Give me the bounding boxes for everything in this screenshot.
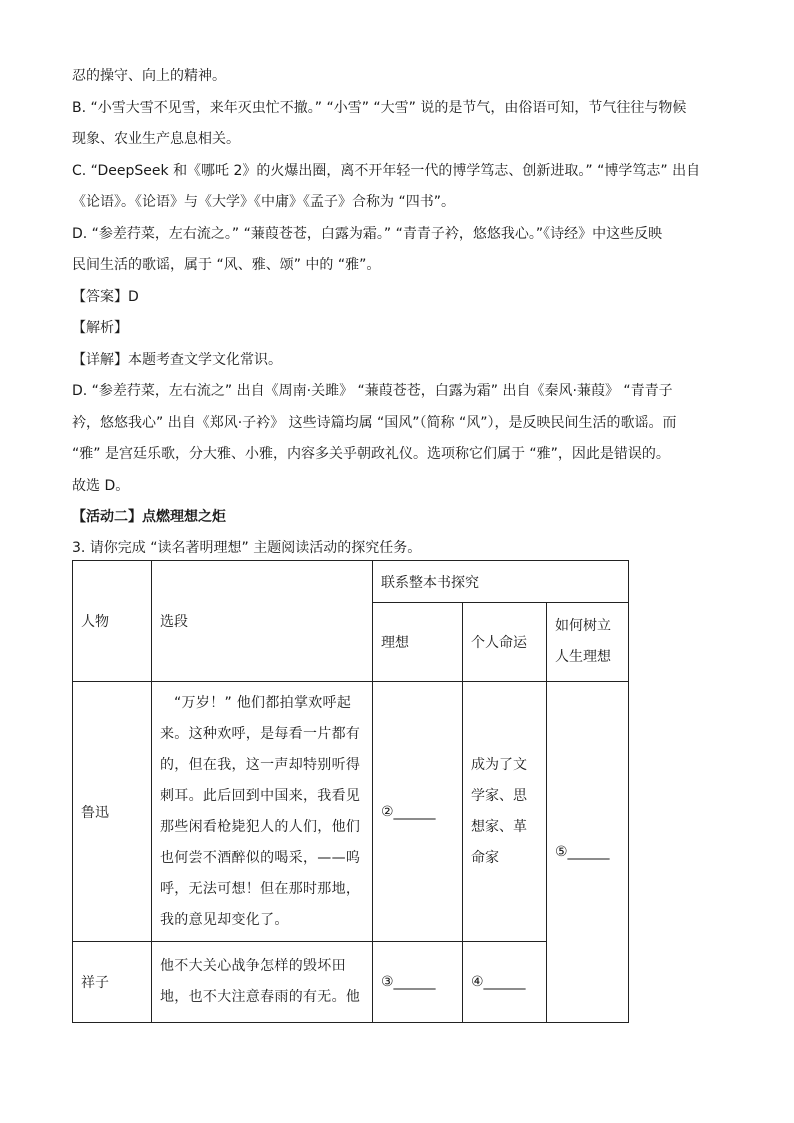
text-line: 忍的操守、向上的精神。 xyxy=(72,68,226,84)
ideal-blank-3[interactable]: ③______ xyxy=(373,942,463,1023)
reading-task-table xyxy=(72,560,629,1023)
activity-two-heading: 【活动二】点燃理想之炬 xyxy=(72,509,226,525)
option-d-line-1: D. “参差荇菜，左右流之。” “蒹葭苍苍，白露为霜。” “青青子衿，悠悠我心。”《诗经》中这些反映 xyxy=(72,226,663,242)
fate-blank-4[interactable]: ④______ xyxy=(463,942,547,1023)
option-b-line-1: B. “小雪大雪不见雪，来年灭虫忙不撤。” “小雪” “大雪” 说的是节气，由俗语可知，节气往往与物候 xyxy=(72,100,687,116)
option-b-line-2: 现象、农业生产息息相关。 xyxy=(72,131,240,147)
header-passage: 选段 xyxy=(152,561,373,682)
option-c-line-2: 《论语》。《论语》与《大学》《中庸》《孟子》合称为 “四书”。 xyxy=(72,194,455,210)
detail-d-line-1: D. “参差荇菜，左右流之” 出自《周南·关雎》 “蒹葭苍苍，白露为霜” 出自《秦风·蒹葭》 “青青子 xyxy=(72,383,673,399)
detail-d-line-2: 衿，悠悠我心” 出自《郑风·子衿》 这些诗篇均属 “国风”（简称 “风”），是反映民间生活的歌谣。而 xyxy=(72,415,677,431)
option-d-line-2: 民间生活的歌谣，属于 “风、雅、颂” 中的 “雅”。 xyxy=(72,257,381,273)
header-ideal: 理想 xyxy=(373,603,463,682)
answer-line: 【答案】D xyxy=(72,289,139,305)
fate-luxun: 成为了文 学家、思 想家、革 命家 xyxy=(463,682,547,942)
question-3-prompt: 3. 请你完成 “读名著明理想” 主题阅读活动的探究任务。 xyxy=(72,540,422,556)
header-how: 如何树立 人生理想 xyxy=(547,603,629,682)
header-fate: 个人命运 xyxy=(463,603,547,682)
person-luxun: 鲁迅 xyxy=(73,682,152,942)
how-blank-5[interactable]: ⑤______ xyxy=(547,682,629,1023)
header-person: 人物 xyxy=(73,561,152,682)
option-c-line-1: C. “DeepSeek 和《哪吒 2》的火爆出圈，离不开年轻一代的博学笃志、创新进取。” “博学笃志” 出自 xyxy=(72,163,701,179)
detail-line: 【详解】本题考查文学文化常识。 xyxy=(72,352,282,368)
passage-xiangzi: 他不大关心战争怎样的毁坏田 地，也不大注意春雨的有无。他 xyxy=(152,942,373,1023)
analysis-heading: 【解析】 xyxy=(72,320,128,336)
conclusion-line: 故选 D。 xyxy=(72,478,130,494)
detail-d-line-3: “雅” 是宫廷乐歌，分大雅、小雅，内容多关乎朝政礼仪。选项称它们属于 “雅”，因此是错误的。 xyxy=(72,446,670,462)
passage-luxun: “万岁！” 他们都拍掌欢呼起 来。这种欢呼，是每看一片都有 的，但在我，这一声却特别听得 刺耳。此后回到中国来，我看见 那些闲看枪毙犯人的人们，他们 也何尝不酒醉似的喝采，——呜 呼，无法可想！但在那时那地， 我的意见却变化了。 xyxy=(152,682,373,942)
header-explore: 联系整本书探究 xyxy=(373,561,629,603)
person-xiangzi: 祥子 xyxy=(73,942,152,1023)
ideal-blank-2[interactable]: ②______ xyxy=(373,682,463,942)
